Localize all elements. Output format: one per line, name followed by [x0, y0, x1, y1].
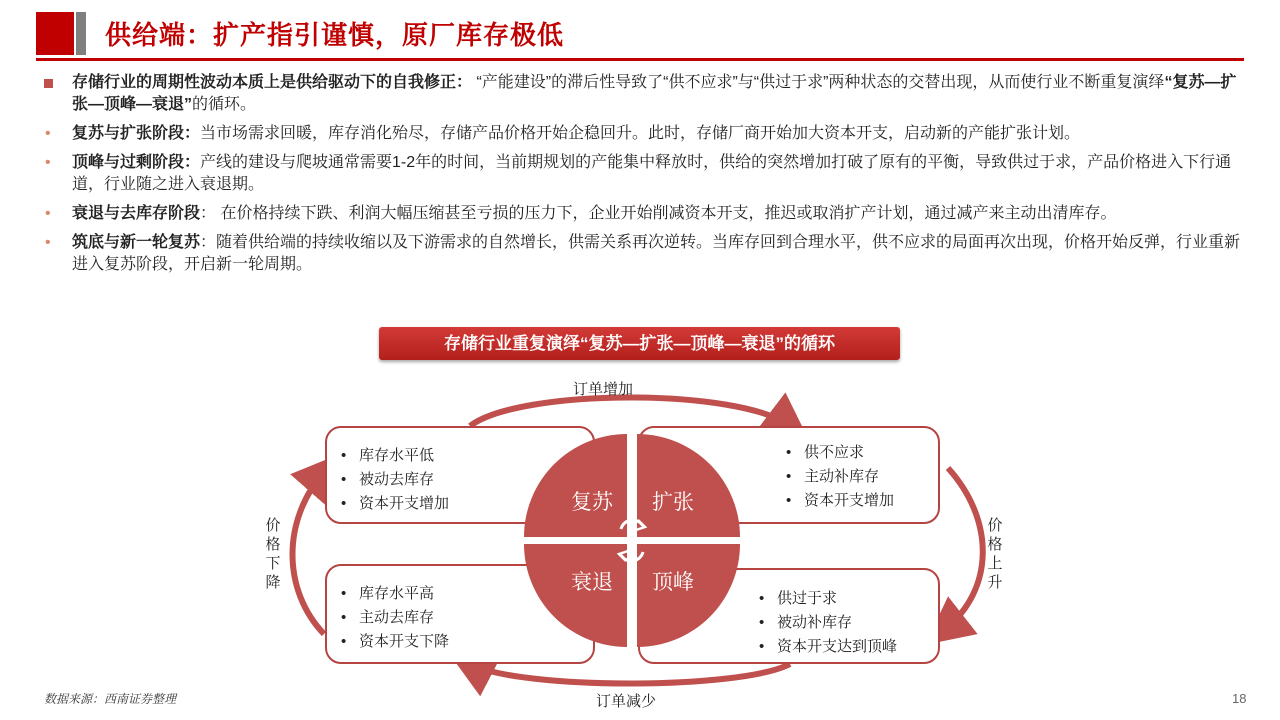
box-item: • 库存水平低 — [341, 444, 593, 468]
slide-title: 供给端：扩产指引谨慎，原厂库存极低 — [105, 20, 565, 50]
bullet-text-end: 的循环。 — [192, 96, 257, 113]
data-source: 数据来源：西南证券整理 — [44, 692, 177, 706]
pie-quadrant-expansion — [637, 434, 740, 537]
label-order-decrease: 订单减少 — [596, 693, 657, 710]
quadrant-label-recovery: 复苏 — [571, 490, 613, 514]
pie-quadrant-recession — [524, 544, 627, 647]
box-item: • 资本开支达到顶峰 — [759, 635, 938, 659]
bullet-text: 产线的建设与爬坡通常需要1-2年的时间，当前期规划的产能集中释放时，供给的突然增加打破了原有的平衡，导致供过于求，产品价格进入下行通道，行业随之进入衰退期。 — [72, 154, 1232, 193]
bullet-text: ： 在价格持续下跌、利润大幅压缩甚至亏损的压力下，企业开始削减资本开支，推迟或取消扩产计划，通过减产来主动出清库存。 — [200, 205, 1117, 222]
dot-bullet-icon: • — [45, 205, 51, 222]
bullet-lead: 复苏与扩张阶段： — [72, 125, 201, 142]
box-item: • 资本开支增加 — [341, 492, 593, 516]
box-item: • 供过于求 — [759, 587, 938, 611]
dot-bullet-icon: • — [45, 125, 51, 142]
label-price-increase: 价格上升 — [987, 517, 1003, 591]
dot-bullet-icon: • — [45, 234, 51, 251]
box-item: • 被动去库存 — [341, 468, 593, 492]
box-item: • 供不应求 — [786, 441, 938, 465]
diagram-banner: 存储行业重复演绎“复苏—扩张—顶峰—衰退”的循环 — [379, 327, 900, 360]
dot-bullet-icon: • — [45, 154, 51, 171]
box-item: • 被动补库存 — [759, 611, 938, 635]
pie-quadrant-recovery — [524, 434, 627, 537]
box-item: • 库存水平高 — [341, 582, 593, 606]
bullet-lead: 筑底与新一轮复苏 — [72, 234, 201, 251]
page-number: 18 — [1232, 691, 1247, 706]
bullet-bold-mid: “复苏—扩张—顶峰—衰退” — [72, 74, 1237, 113]
box-item: • 主动去库存 — [341, 606, 593, 630]
label-price-decrease: 价格下降 — [265, 517, 281, 591]
box-item: • 资本开支下降 — [341, 630, 593, 654]
bullet-lead: 衰退与去库存阶段 — [72, 205, 201, 222]
bullet-lead: 顶峰与过剩阶段： — [72, 154, 201, 171]
bullet-text: 当市场需求回暖，库存消化殆尽，存储产品价格开始企稳回升。此时，存储厂商开始加大资本开支，启动新的产能扩张计划。 — [200, 125, 1081, 142]
bullet-text: ：随着供给端的持续收缩以及下游需求的自然增长，供需关系再次逆转。当库存回到合理水平，供不应求的局面再次出现，价格开始反弹，行业重新进入复苏阶段，开启新一轮周期。 — [72, 234, 1241, 273]
quadrant-label-expansion: 扩张 — [652, 490, 694, 514]
box-item: • 主动补库存 — [786, 465, 938, 489]
label-order-increase: 订单增加 — [573, 381, 634, 398]
quadrant-label-peak: 顶峰 — [652, 570, 694, 594]
box-item: • 资本开支增加 — [786, 489, 938, 513]
quadrant-label-recession: 衰退 — [571, 570, 613, 594]
bullet-text: “产能建设”的滞后性导致了“供不应求”与“供过于求”两种状态的交替出现，从而使行业不断重复演绎 — [472, 74, 1165, 91]
pie-quadrant-peak — [637, 544, 740, 647]
bullet-lead: 存储行业的周期性波动本质上是供给驱动下的自我修正： — [72, 74, 473, 91]
